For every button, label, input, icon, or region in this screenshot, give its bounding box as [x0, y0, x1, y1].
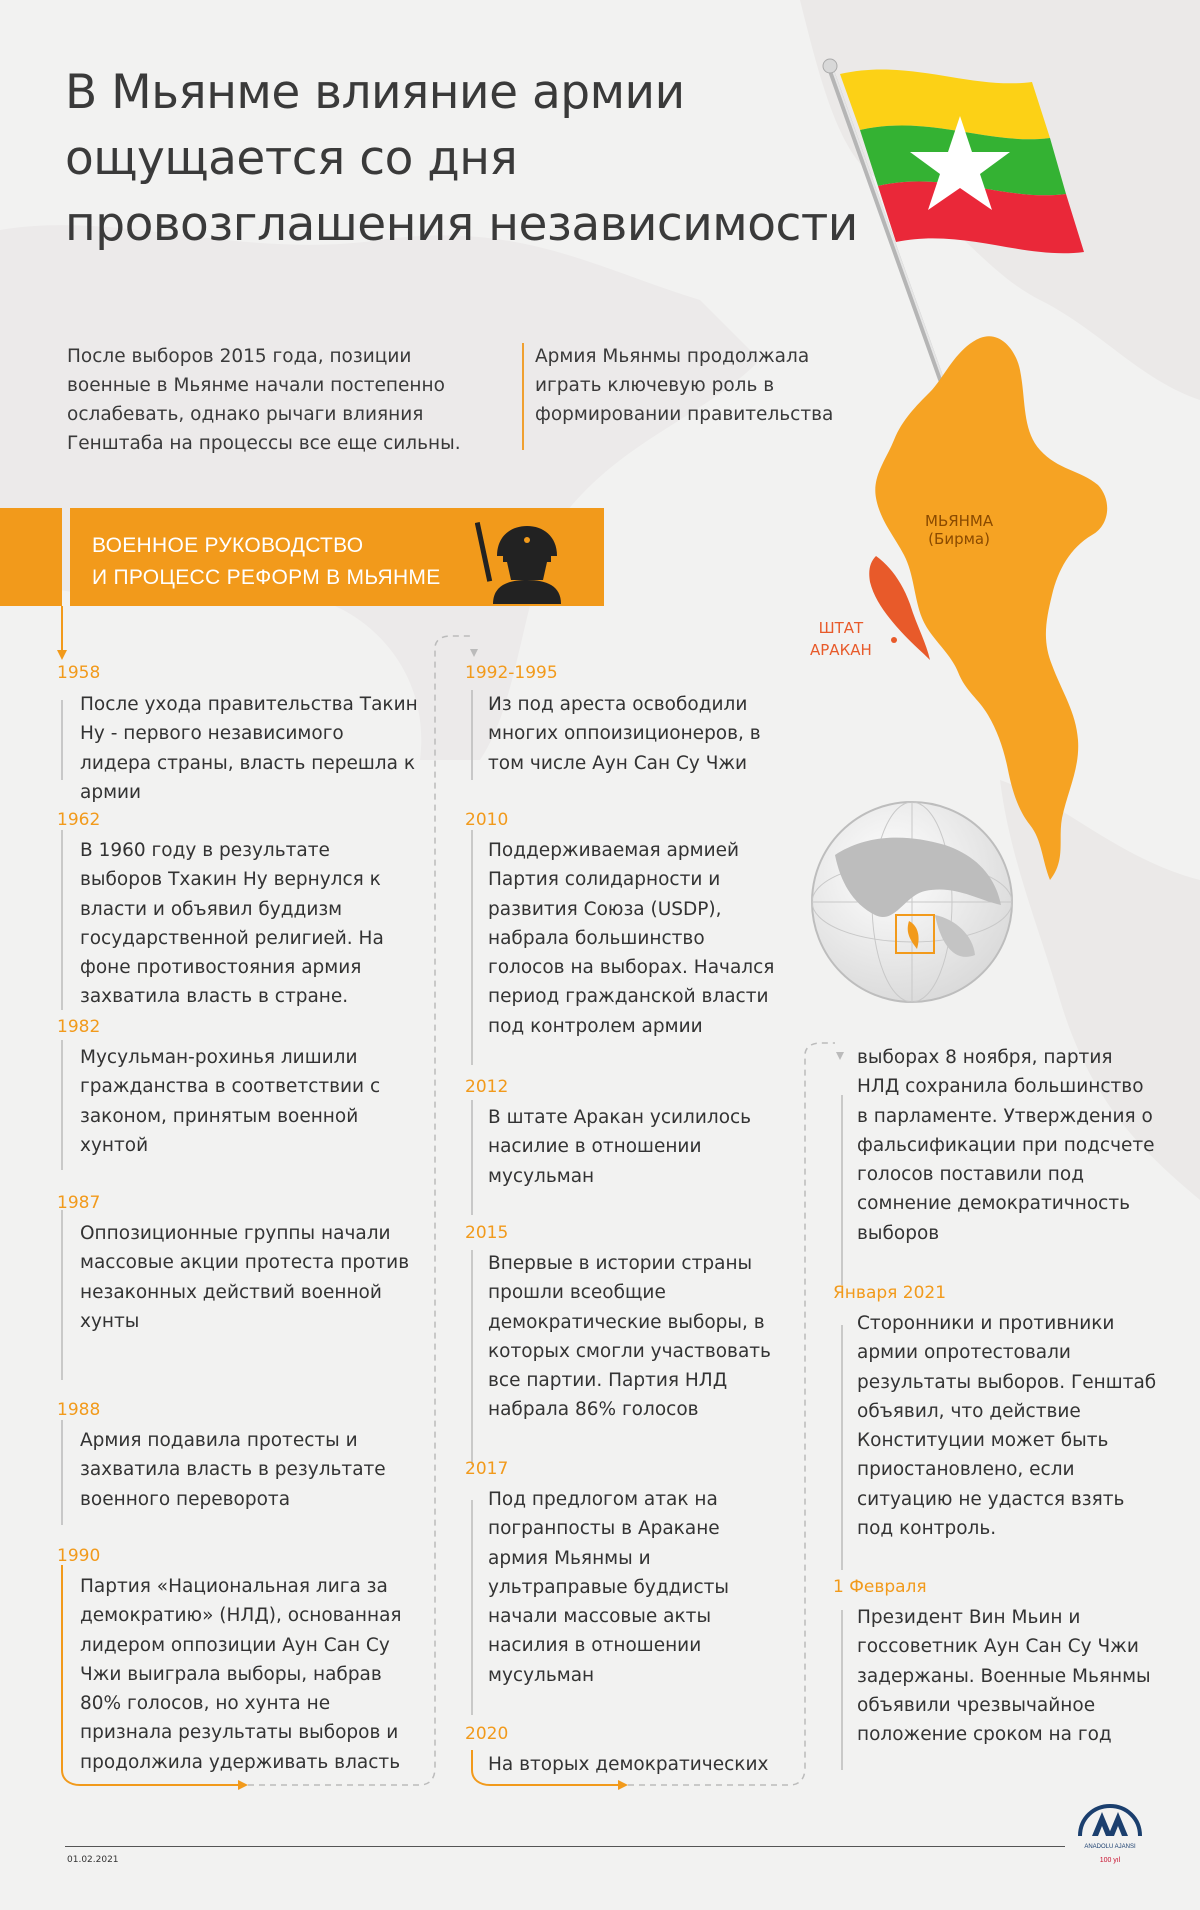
timeline-year: 2017	[465, 1459, 509, 1479]
timeline-year: 1992-1995	[465, 663, 558, 683]
timeline-entry-continued: выборах 8 ноября, партия НЛД сохранила большинство в парламенте. Утверждения о фальсификации при подсчете голосов поставили под сомнение демократичность выборов	[857, 1047, 1155, 1244]
timeline-entry: Сторонники и противники армии опротестовали результаты выборов. Генштаб объявил, что действие Конституции может быть приостановлено, если ситуацию не удастся взять под контроль.	[857, 1313, 1157, 1540]
timeline-year: Января 2021	[833, 1283, 947, 1303]
timeline-year: 1987	[57, 1193, 101, 1213]
banner-heading-line1: ВОЕННОЕ РУКОВОДСТВО	[92, 534, 364, 557]
intro-left-text: После выборов 2015 года, позиции военные в Мьянме начали постепенно ослабевать, однако рычаги влияния Генштаба на процессы все еще сильны.	[67, 346, 461, 454]
map-label-country-name: МЬЯНМА	[925, 512, 994, 530]
timeline-entry: После ухода правительства Такин Ну - первого независимого лидера страны, власть перешла к армии	[80, 694, 418, 803]
timeline-year: 1 Февраля	[833, 1577, 927, 1597]
timeline-year: 1958	[57, 663, 101, 683]
intro-right-text: Армия Мьянмы продолжала играть ключевую роль в формировании правительства	[535, 346, 834, 425]
map-label-state-line1: ШТАТ	[818, 619, 864, 637]
timeline-year: 1982	[57, 1017, 101, 1037]
anadolu-logo	[1070, 1800, 1150, 1870]
timeline-year: 1962	[57, 810, 101, 830]
timeline-year: 1990	[57, 1546, 101, 1566]
timeline-entry: Мусульман-рохинья лишили гражданства в соответствии с законом, принятым военной хунтой	[80, 1047, 381, 1156]
timeline-entry: Поддерживаемая армией Партия солидарности и развития Союза (USDP), набрала большинство голосов на выборах. Начался период гражданской власти под контролем армии	[488, 840, 775, 1037]
banner-heading-line2: И ПРОЦЕСС РЕФОРМ В МЬЯНМЕ	[92, 566, 441, 589]
page-title: В Мьянме влияние армии ощущается со дня провозглашения независимости	[65, 65, 858, 252]
timeline-entry: В 1960 году в результате выборов Тхакин Ну вернулся к власти и объявил буддизм государственной религией. На фоне противостояния армия захватила власть в стране.	[80, 840, 384, 1008]
timeline-entry: Армия подавила протесты и захватила власть в результате военного переворота	[80, 1430, 386, 1510]
timeline-entry: В штате Аракан усилилось насилие в отношении мусульман	[488, 1107, 752, 1187]
timeline-year: 2010	[465, 810, 509, 830]
timeline-year: 1988	[57, 1400, 101, 1420]
footer-date: 01.02.2021	[67, 1855, 119, 1865]
timeline-year: 2012	[465, 1077, 509, 1097]
timeline-entry: Оппозиционные группы начали массовые акции протеста против незаконных действий военной хунты	[80, 1223, 410, 1332]
map-label-country-alt: (Бирма)	[928, 530, 990, 548]
timeline-entry: Под предлогом атак на погранпосты в Аракане армия Мьянмы и ультраправые буддисты начали массовые акты насилия в отношении мусульман	[488, 1489, 729, 1686]
timeline-entry: Из под ареста освободили многих оппоизиционеров, в том числе Аун Сан Су Чжи	[488, 694, 761, 774]
logo-text: ANADOLU AJANSI	[1084, 1844, 1136, 1850]
footer-divider	[65, 1846, 1065, 1847]
timeline-entry: На вторых демократических	[488, 1754, 769, 1775]
timeline-year: 2020	[465, 1724, 509, 1744]
timeline-year: 2015	[465, 1223, 509, 1243]
timeline-entry: Президент Вин Мьин и госсоветник Аун Сан Су Чжи задержаны. Военные Мьянмы объявили чрезвычайное положение сроком на год	[857, 1607, 1151, 1746]
map-label-state-line2: АРАКАН	[810, 641, 872, 659]
timeline-entry: Партия «Национальная лига за демократию» (НЛД), основанная лидером оппозиции Аун Сан Су Чжи выиграла выборы, набрав 80% голосов, но хунта не признала результаты выборов и продолжила удерживать власть	[80, 1576, 402, 1773]
timeline-entry: Впервые в истории страны прошли всеобщие демократические выборы, в которых смогли участвовать все партии. Партия НЛД набрала 86% голосов	[488, 1253, 771, 1421]
logo-subtext: 100 yıl	[1099, 1857, 1121, 1864]
